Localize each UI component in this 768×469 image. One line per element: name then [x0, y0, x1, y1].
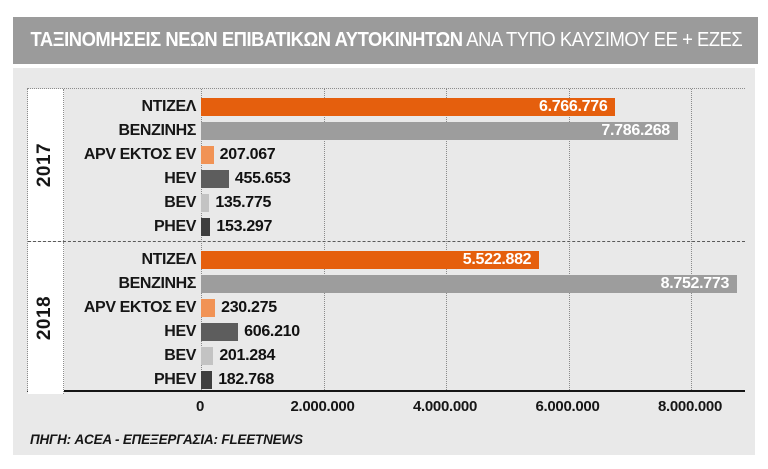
x-tick-label: 8.000.000	[657, 398, 723, 415]
bar-row	[28, 299, 745, 317]
bar-row	[28, 347, 745, 365]
bar	[201, 218, 210, 236]
bar-row	[28, 98, 745, 116]
category-label: ΒΕΝΖΙΝΗΣ	[118, 275, 196, 292]
bar	[201, 323, 238, 341]
category-label: PHEV	[154, 218, 196, 235]
page-title-bold: ΤΑΞΙΝΟΜΗΣΕΙΣ ΝΕΩΝ ΕΠΙΒΑΤΙΚΩΝ ΑΥΤΟΚΙΝΗΤΩΝ	[30, 29, 463, 51]
bar-value-label: 135.775	[215, 194, 272, 211]
bar-row	[28, 146, 745, 164]
category-label: ΝΤΙΖΕΛ	[141, 98, 196, 115]
bar-value-label: 606.210	[244, 323, 300, 340]
year-section	[28, 89, 745, 241]
category-label: ΒΕΝΖΙΝΗΣ	[118, 122, 196, 139]
source-note: ΠΗΓΗ: ACEA - ΕΠΕΞΕΡΓΑΣΙΑ: FLEETNEWS	[30, 432, 303, 447]
category-label: ΝΤΙΖΕΛ	[141, 251, 196, 268]
category-label: BEV	[164, 347, 196, 364]
bar-row	[28, 323, 745, 341]
category-label: APV ΕΚΤΟΣ EV	[83, 299, 196, 316]
chart-area	[27, 88, 745, 392]
year-label: 2017	[34, 142, 56, 188]
bar	[201, 275, 737, 293]
bar-value-label: 6.766.776	[538, 98, 608, 115]
bar	[201, 194, 209, 212]
bar-value-label: 153.297	[216, 218, 273, 235]
title-bar	[13, 17, 758, 64]
bar	[201, 146, 214, 164]
bar	[201, 170, 229, 188]
x-tick-label: 0	[195, 398, 205, 415]
bar-row	[28, 194, 745, 212]
category-label: HEV	[164, 170, 196, 187]
bar-value-label: 182.768	[218, 371, 274, 388]
x-tick-label: 6.000.000	[535, 398, 600, 415]
category-label: PHEV	[154, 371, 196, 388]
x-tick-label: 2.000.000	[290, 398, 355, 415]
bar-row	[28, 275, 745, 293]
year-section	[28, 241, 745, 393]
bar	[201, 371, 212, 389]
bar-value-label: 201.284	[219, 347, 276, 364]
category-label: APV ΕΚΤΟΣ EV	[83, 146, 196, 163]
bar	[201, 122, 678, 140]
bar-row	[28, 170, 745, 188]
bar	[201, 299, 215, 317]
bar-value-label: 5.522.882	[462, 251, 532, 268]
x-axis	[0, 398, 768, 418]
x-tick-label: 4.000.000	[412, 398, 478, 415]
bar	[201, 347, 213, 365]
bar-value-label: 7.786.268	[601, 122, 670, 139]
bar-value-label: 455.653	[234, 170, 291, 187]
year-label: 2018	[34, 295, 56, 341]
bar-value-label: 230.275	[221, 299, 277, 316]
category-label: HEV	[164, 323, 196, 340]
category-label: BEV	[164, 194, 196, 211]
bar-value-label: 207.067	[219, 146, 276, 163]
bar	[201, 251, 539, 269]
bar-value-label: 8.752.773	[660, 275, 730, 292]
bar-row	[28, 371, 745, 389]
bar-row	[28, 122, 745, 140]
bar-row	[28, 218, 745, 236]
bar	[201, 98, 615, 116]
bar-row	[28, 251, 745, 269]
page-title-light: ΑΝΑ ΤΥΠΟ ΚΑΥΣΙΜΟΥ ΕΕ + ΕΖΕΣ	[462, 29, 743, 51]
page-title	[13, 29, 742, 52]
